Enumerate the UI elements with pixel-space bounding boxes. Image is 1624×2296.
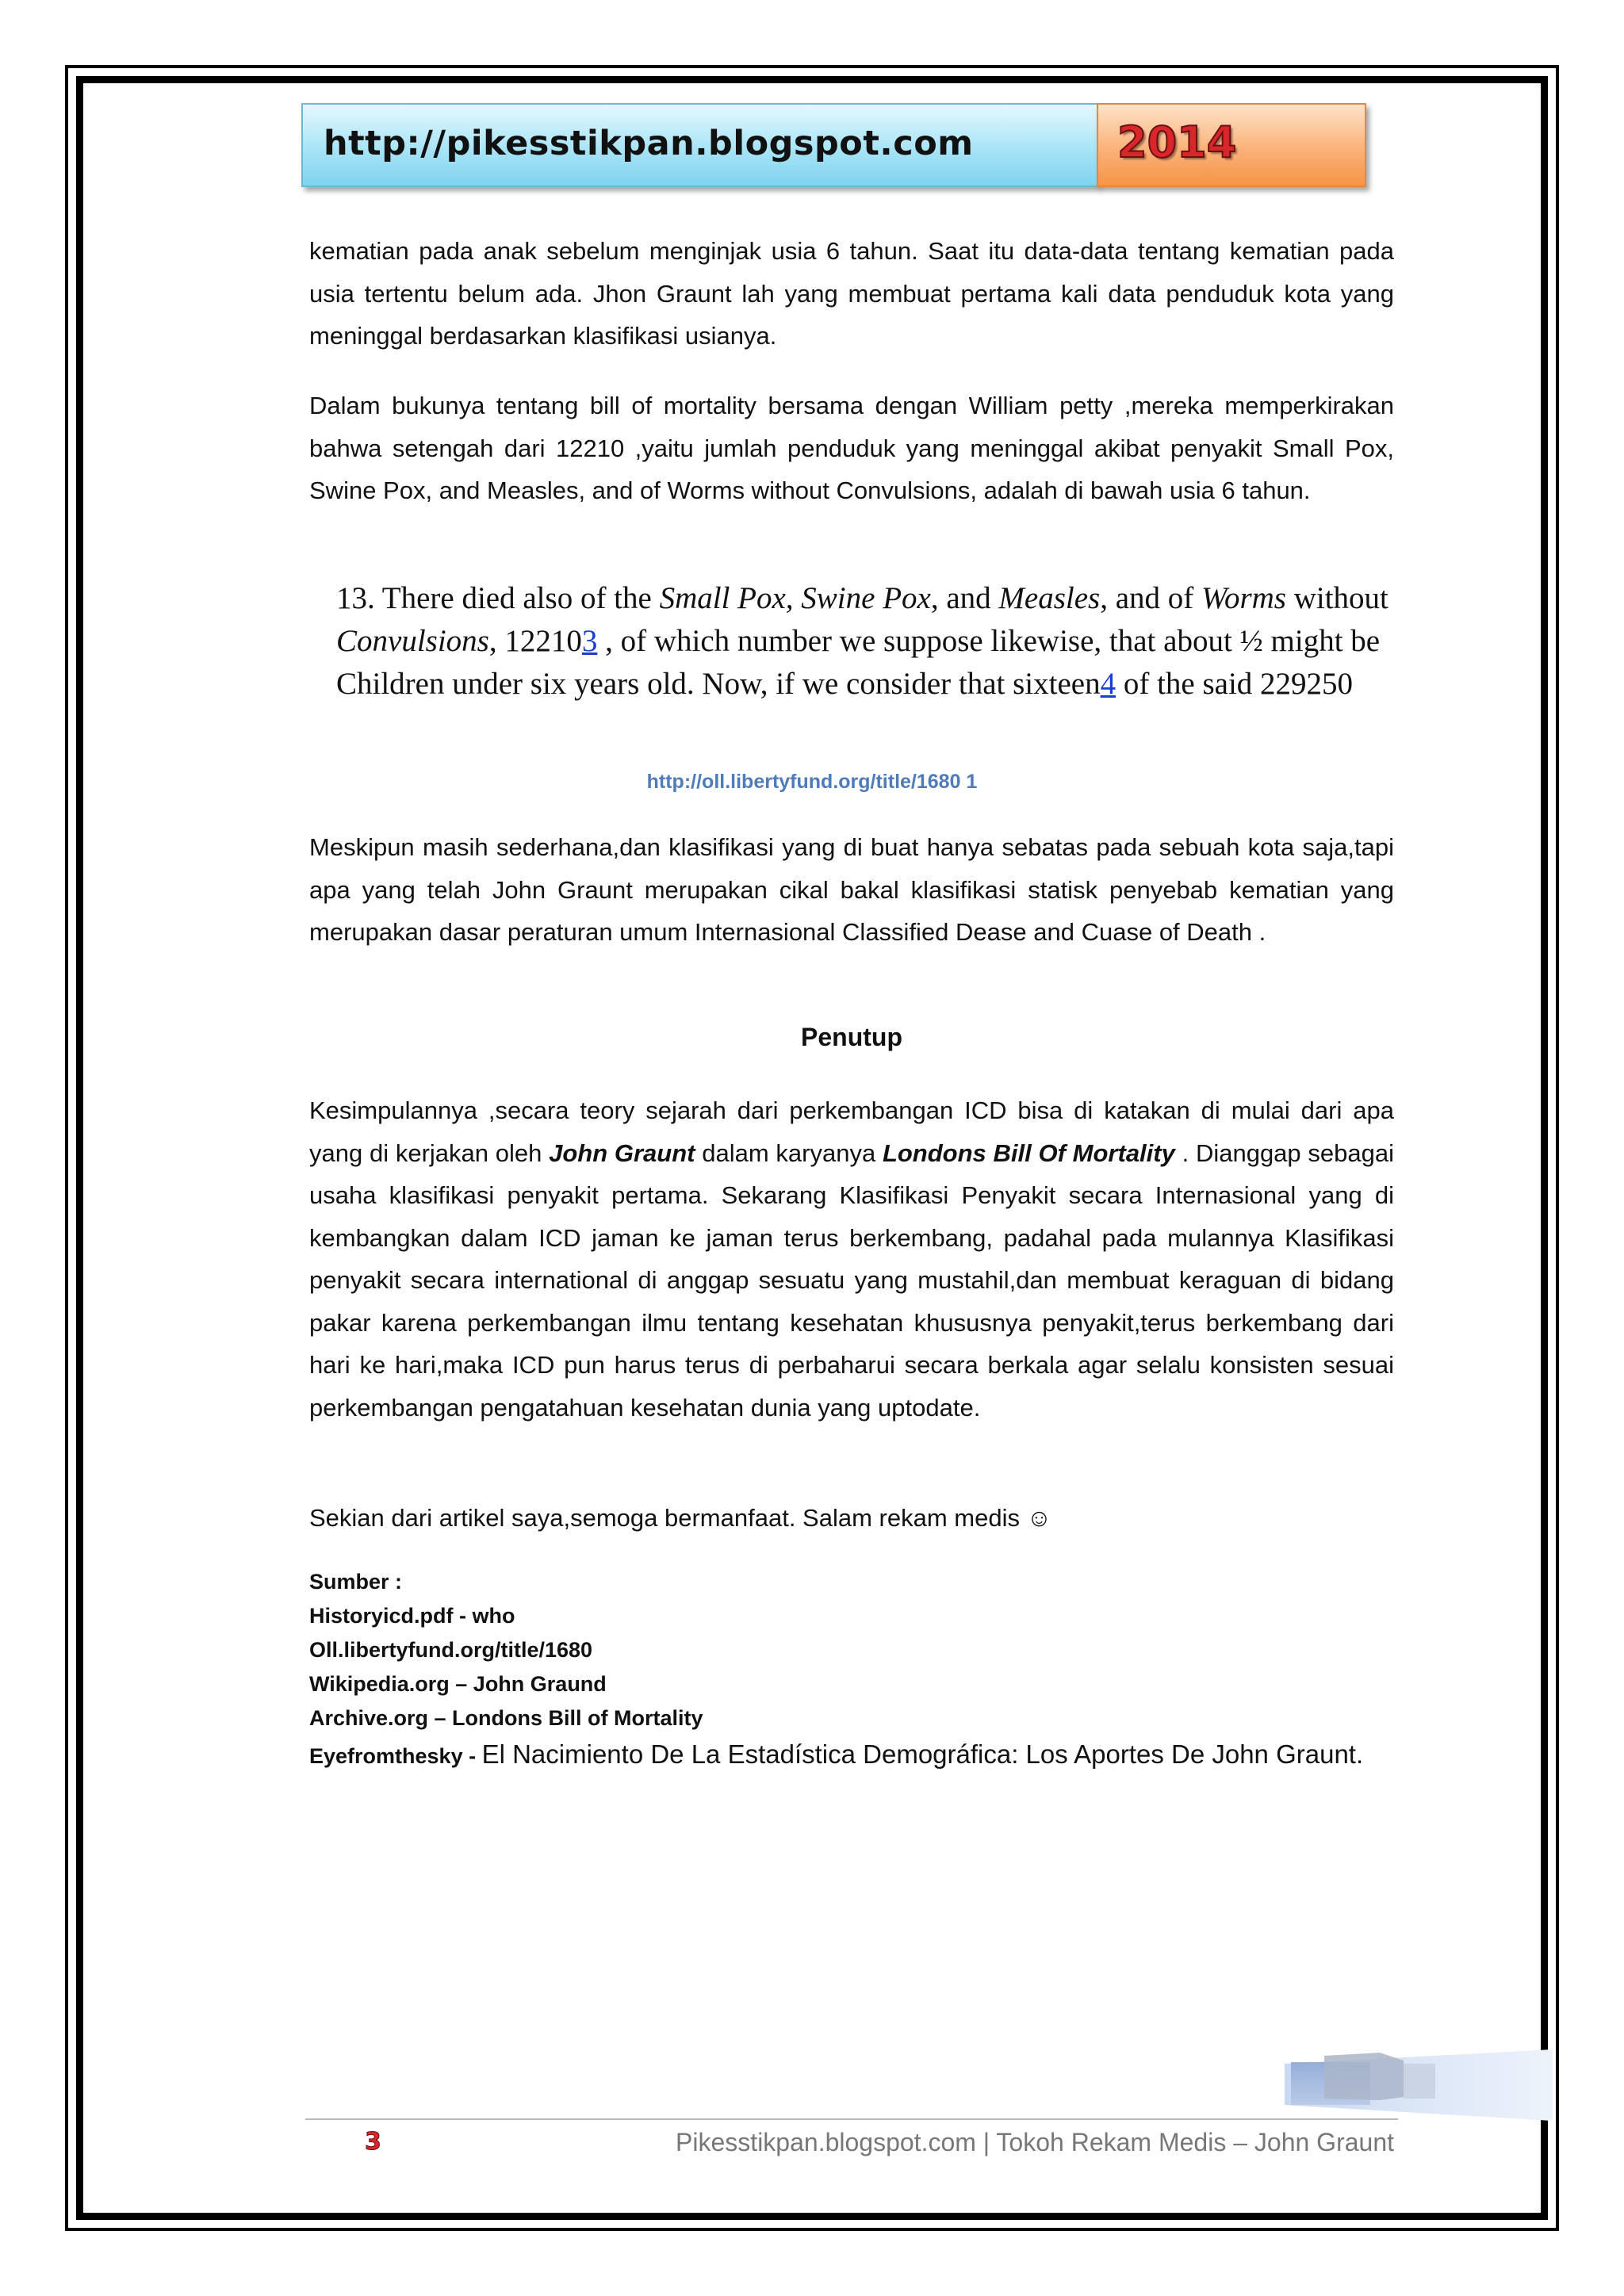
footer-rule xyxy=(305,2118,1398,2120)
author-name: John Graunt xyxy=(549,1138,695,1167)
header-year-banner xyxy=(1097,103,1366,187)
paragraph-1: kematian pada anak sebelum menginjak usia 6 tahun. Saat itu data-data tentang kematian pada usia tertentu belum ada. Jhon Graunt lah yang membuat pertama kali data penduduk kota yang meninggal berdasarkan klasifikasi usianya. xyxy=(309,237,1394,350)
header-url-banner xyxy=(301,103,1098,187)
source-item-last: Eyefromthesky - El Nacimiento De La Estadística Demográfica: Los Aportes De John Graunt. xyxy=(309,1739,1364,1769)
footnote-link-3[interactable]: 3 xyxy=(581,624,598,658)
paragraph-4: Kesimpulannya ,secara teory sejarah dari perkembangan ICD bisa di katakan di mulai dari apa yang di kerjakan oleh John Graunt dalam karyanya Londons Bill Of Mortality . Dianggap sebagai usaha klasifikasi penyakit pertama. Sekarang Klasifikasi Penyakit secara Internasional yang di kembangkan dalam ICD jaman ke jaman terus berkembang, padahal pada mulannya Klasifikasi penyakit secara international di anggap sesuatu yang mustahil,dan membuat keraguan di bidang pakar karena perkembangan ilmu tentang kesehatan khususnya penyakit,terus berkembang dari hari ke hari,maka ICD pun harus terus di perbaharui secara berkala agar selalu konsisten sesuai perkembangan pengatahuan kesehatan dunia yang uptodate. xyxy=(309,1096,1394,1422)
footer-decoration xyxy=(1285,2049,1553,2121)
quote-line-3: Children under six years old. Now, if we consider that sixteen4 of the said 229250 xyxy=(336,667,1354,701)
source-item: Wikipedia.org – John Graund xyxy=(309,1672,607,1696)
quote-line-2: Convulsions, 122103 , of which number we suppose likewise, that about ½ might be xyxy=(336,624,1381,658)
quote-line-1: 13. There died also of the Small Pox, Swine Pox, and Measles, and of Worms without xyxy=(336,581,1388,615)
paragraph-3: Meskipun masih sederhana,dan klasifikasi yang di buat hanya sebatas pada sebuah kota saja,tapi apa yang telah John Graunt merupakan cikal bakal klasifikasi statisk penyebab kematian yang merupakan dasar peraturan umum Internasional Classified Dease and Cuase of Death . xyxy=(309,833,1394,946)
section-heading: Penutup xyxy=(801,1023,902,1051)
work-title: Londons Bill Of Mortality xyxy=(882,1138,1175,1167)
sources-list xyxy=(309,1565,1388,1772)
quote-source-link[interactable]: http://oll.libertyfund.org/title/1680 1 xyxy=(646,771,978,793)
sources-label: Sumber : xyxy=(309,1570,403,1594)
footnote-link-4[interactable]: 4 xyxy=(1100,667,1116,701)
header-url: http://pikesstikpan.blogspot.com xyxy=(324,124,974,163)
quoted-excerpt xyxy=(336,577,1388,706)
page-number: 3 xyxy=(365,2128,381,2156)
paragraph-2: Dalam bukunya tentang bill of mortality bersama dengan William petty ,mereka memperkirakan bahwa setengah dari 12210 ,yaitu jumlah penduduk yang meninggal akibat penyakit Small Pox, Swine Pox, and Measles, and of Worms without Convulsions, adalah di bawah usia 6 tahun. xyxy=(309,392,1394,504)
footer-text: Pikesstikpan.blogspot.com | Tokoh Rekam Medis – John Graunt xyxy=(676,2128,1394,2156)
source-item: Oll.libertyfund.org/title/1680 xyxy=(309,1638,593,1662)
source-item: Historyicd.pdf - who xyxy=(309,1604,515,1628)
header-year: 2014 xyxy=(1117,117,1237,167)
source-item: Archive.org – Londons Bill of Mortality xyxy=(309,1706,703,1730)
paragraph-5: Sekian dari artikel saya,semoga bermanfaat. Salam rekam medis ☺ xyxy=(309,1504,1052,1532)
